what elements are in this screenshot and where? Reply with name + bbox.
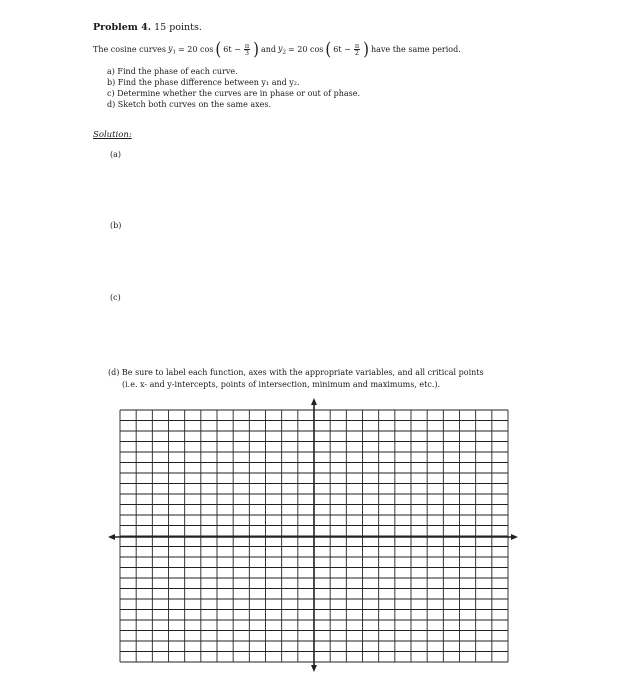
y-axis-up-arrow-icon	[311, 398, 317, 405]
frac1-numerator: π	[244, 41, 250, 50]
statement-outro: have the same period.	[370, 45, 461, 54]
part-b-label: (b)	[110, 221, 122, 230]
problem-points: 15 points.	[154, 22, 202, 33]
y2-symbol: y	[278, 43, 283, 53]
x-axis-left-arrow-icon	[108, 534, 115, 540]
y2-inner: 6t −	[333, 45, 351, 54]
statement-intro: The cosine curves	[93, 45, 166, 54]
task-d: d) Sketch both curves on the same axes.	[107, 100, 272, 109]
left-paren-2: (	[325, 38, 332, 60]
y2-subscript: 2	[282, 49, 287, 56]
task-a: a) Find the phase of each curve.	[107, 67, 238, 76]
problem-label: Problem 4.	[93, 22, 152, 33]
right-paren-2: )	[363, 38, 369, 60]
y1-inner: 6t −	[223, 45, 241, 54]
part-d-instruction: (d) Be sure to label each function, axes with the appropriate variables, and all critical points	[108, 368, 484, 377]
y2-equals: = 20 cos	[288, 45, 324, 54]
y1-equals: = 20 cos	[178, 45, 214, 54]
frac1-denominator: 3	[244, 49, 250, 57]
y-axis-down-arrow-icon	[311, 665, 317, 672]
frac2-numerator: π	[354, 41, 360, 50]
and-word: and	[260, 45, 276, 54]
right-paren: )	[253, 38, 259, 60]
y1-subscript: 1	[172, 49, 177, 56]
task-b: b) Find the phase difference between y₁ and y₂.	[107, 78, 300, 87]
part-a-label: (a)	[110, 150, 122, 159]
left-paren: (	[215, 38, 222, 60]
part-c-label: (c)	[110, 293, 121, 302]
y1-symbol: y	[167, 43, 173, 53]
task-c: c) Determine whether the curves are in phase or out of phase.	[107, 89, 361, 98]
x-axis-right-arrow-icon	[511, 534, 518, 540]
solution-heading: Solution:	[93, 130, 132, 140]
frac2-denominator: 2	[354, 49, 360, 57]
part-d-instruction-cont: (i.e. x- and y-intercepts, points of intersection, minimum and maximums, etc.).	[122, 380, 441, 389]
